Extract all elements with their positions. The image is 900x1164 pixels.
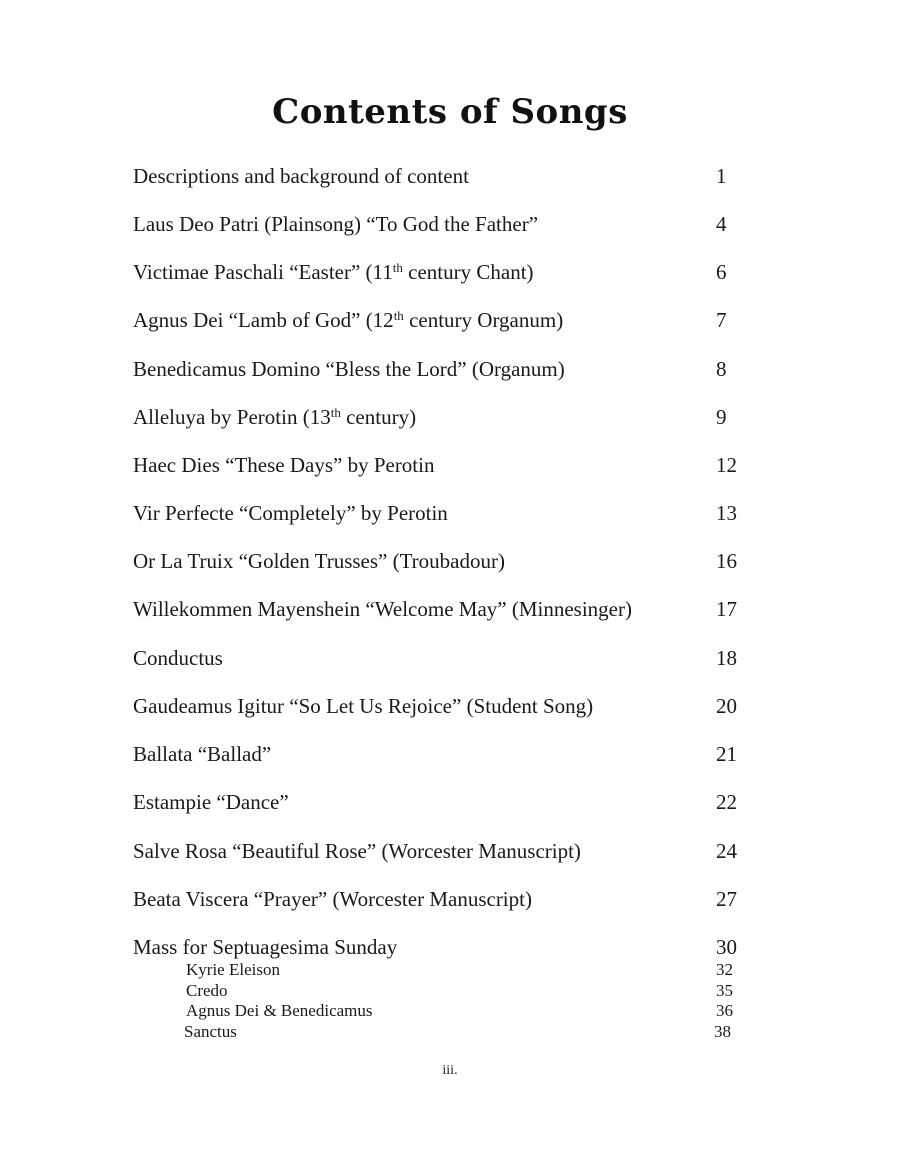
toc-entry-title: Beata Viscera “Prayer” (Worcester Manuscript): [133, 887, 532, 911]
toc-entry-page: 18: [716, 646, 737, 670]
toc-entry-title: Mass for Septuagesima Sunday: [133, 935, 398, 959]
toc-entry-page: 24: [716, 839, 737, 863]
toc-entry-page: 22: [716, 790, 737, 814]
toc-entry-page: 9: [716, 405, 727, 429]
toc-entry-title: Conductus: [133, 646, 223, 670]
toc-entry-page: 13: [716, 501, 737, 525]
toc-entry-page: 27: [716, 887, 737, 911]
toc-entry-page: 8: [716, 357, 727, 381]
toc-entry-page: 1: [716, 164, 727, 188]
toc-sub-entry-title: Agnus Dei & Benedicamus: [186, 1001, 373, 1020]
toc-entry-page: 21: [716, 742, 737, 766]
toc-entry-page: 30: [716, 935, 737, 959]
toc-entry-page: 12: [716, 453, 737, 477]
toc-sub-entry-page: 38: [714, 1022, 731, 1041]
toc-sub-entry-page: 36: [716, 1001, 733, 1020]
toc-sub-entry-page: 32: [716, 960, 733, 979]
toc-entry-page: 7: [716, 308, 727, 332]
toc-entry-title: Victimae Paschali “Easter” (11th century Chant): [133, 260, 534, 284]
toc-entry-title: Estampie “Dance”: [133, 790, 289, 814]
toc-entry-title: Or La Truix “Golden Trusses” (Troubadour): [133, 549, 505, 573]
toc-sub-entry-title: Sanctus: [184, 1022, 237, 1041]
toc-entry-page: 4: [716, 212, 727, 236]
toc-sub-entry-page: 35: [716, 981, 733, 1000]
toc-entry-page: 6: [716, 260, 727, 284]
toc-entry-page: 16: [716, 549, 737, 573]
toc-entry-title: Agnus Dei “Lamb of God” (12th century Organum): [133, 308, 564, 332]
toc-entry-title: Ballata “Ballad”: [133, 742, 272, 766]
toc-sub-entry-title: Credo: [186, 981, 228, 1000]
page-number: iii.: [442, 1063, 458, 1078]
page-title: Contents of Songs: [272, 92, 628, 132]
toc-entry-title: Alleluya by Perotin (13th century): [133, 405, 417, 429]
toc-entry-title: Salve Rosa “Beautiful Rose” (Worcester Manuscript): [133, 839, 581, 863]
toc-entry-title: Descriptions and background of content: [133, 164, 469, 188]
toc-entry-title: Benedicamus Domino “Bless the Lord” (Organum): [133, 357, 565, 381]
toc-entry-title: Gaudeamus Igitur “So Let Us Rejoice” (Student Song): [133, 694, 594, 718]
toc-entry-title: Haec Dies “These Days” by Perotin: [133, 453, 435, 477]
toc-entry-title: Vir Perfecte “Completely” by Perotin: [133, 501, 448, 525]
toc-entry-title: Willekommen Mayenshein “Welcome May” (Minnesinger): [133, 597, 632, 621]
toc-entry-title: Laus Deo Patri (Plainsong) “To God the Father”: [133, 212, 539, 236]
toc-sub-entry-title: Kyrie Eleison: [186, 960, 280, 979]
toc-entry-page: 20: [716, 694, 737, 718]
toc-entry-page: 17: [716, 597, 737, 621]
